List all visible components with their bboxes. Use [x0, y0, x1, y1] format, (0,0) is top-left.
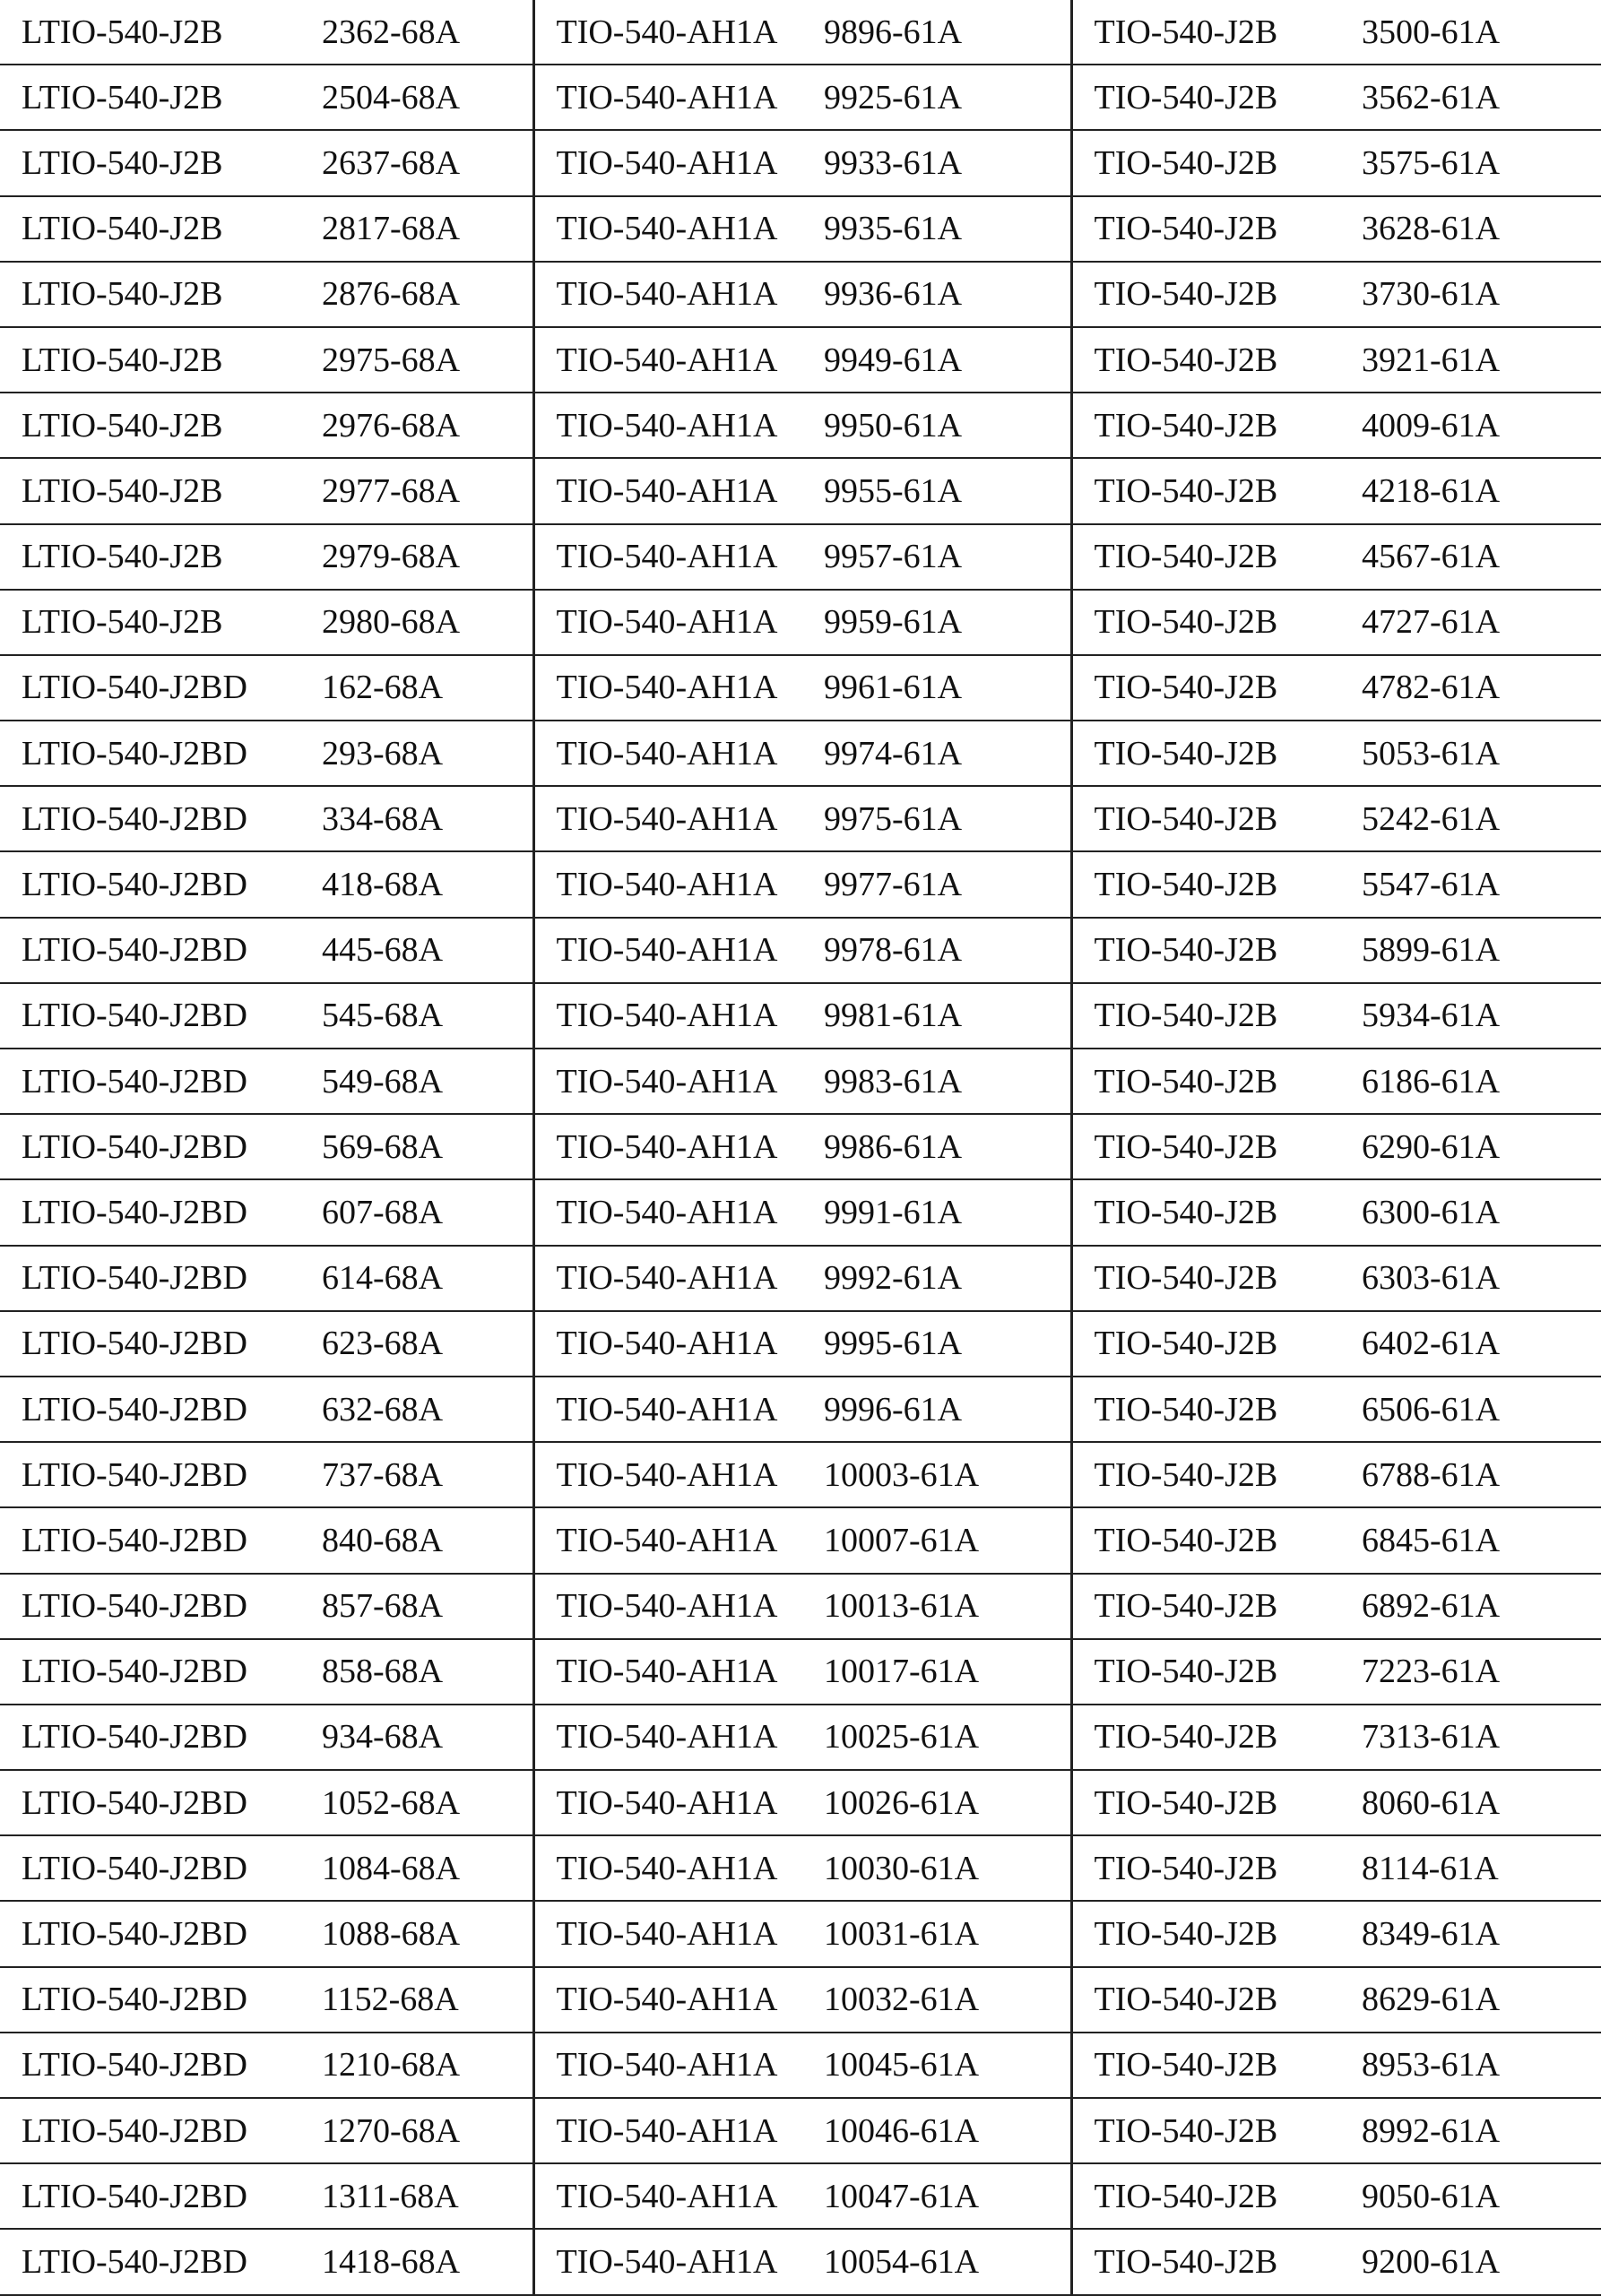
table-row — [0, 1835, 1601, 1901]
serial-number-cell: 10017-61A — [824, 1653, 980, 1691]
table-row — [0, 2163, 1601, 2229]
serial-number-cell: 4218-61A — [1362, 471, 1501, 510]
serial-number-cell: 8953-61A — [1362, 2046, 1501, 2085]
serial-number-cell: 8992-61A — [1362, 2111, 1501, 2150]
engine-model-cell: LTIO-540-J2BD — [22, 669, 247, 707]
engine-model-cell: TIO-540-AH1A — [533, 1770, 820, 1835]
serial-number-cell: 1210-68A — [322, 2046, 461, 2085]
serial-number-cell: 9925-61A — [824, 78, 963, 117]
table-row — [0, 262, 1601, 327]
table-row — [0, 1705, 1601, 1770]
engine-model-cell: TIO-540-J2B — [1071, 1114, 1358, 1179]
serial-number-cell: 9957-61A — [824, 538, 963, 576]
table-row — [0, 1246, 1601, 1311]
serial-number-cell: 5242-61A — [1362, 799, 1501, 838]
engine-model-cell: LTIO-540-J2BD — [22, 1653, 247, 1691]
serial-number-cell: 3921-61A — [1362, 341, 1501, 379]
engine-model-cell: TIO-540-J2B — [1071, 786, 1358, 851]
serial-number-cell: 5053-61A — [1362, 734, 1501, 773]
engine-model-cell: TIO-540-J2B — [1071, 262, 1358, 327]
serial-number-cell: 2976-68A — [322, 406, 461, 445]
table-row — [0, 2229, 1601, 2294]
serial-number-cell: 632-68A — [322, 1390, 444, 1429]
serial-number-cell: 9896-61A — [824, 13, 963, 51]
engine-model-cell: LTIO-540-J2B — [22, 143, 223, 182]
engine-model-cell: LTIO-540-J2B — [22, 210, 223, 248]
table-row — [0, 1311, 1601, 1377]
table-row — [0, 2098, 1601, 2163]
table-row — [0, 1967, 1601, 2033]
engine-model-cell: LTIO-540-J2B — [22, 78, 223, 117]
serial-number-cell: 8060-61A — [1362, 1783, 1501, 1822]
engine-model-cell: TIO-540-J2B — [1071, 393, 1358, 458]
engine-model-cell: TIO-540-J2B — [1071, 1639, 1358, 1705]
serial-number-cell: 8114-61A — [1362, 1849, 1499, 1887]
serial-number-cell: 10032-61A — [824, 1981, 980, 2019]
serial-number-cell: 9950-61A — [824, 406, 963, 445]
engine-model-cell: TIO-540-J2B — [1071, 2163, 1358, 2229]
engine-model-cell: LTIO-540-J2BD — [22, 1259, 247, 1298]
table-row — [0, 65, 1601, 130]
engine-model-cell: TIO-540-AH1A — [533, 1835, 820, 1901]
serial-number-cell: 9949-61A — [824, 341, 963, 379]
serial-number-cell: 1311-68A — [322, 2177, 459, 2215]
engine-model-cell: TIO-540-AH1A — [533, 196, 820, 262]
engine-model-cell: TIO-540-AH1A — [533, 262, 820, 327]
table-row — [0, 1770, 1601, 1835]
engine-model-cell: LTIO-540-J2BD — [22, 1981, 247, 2019]
table-row — [0, 918, 1601, 983]
engine-model-cell: TIO-540-J2B — [1071, 983, 1358, 1049]
engine-model-cell: TIO-540-AH1A — [533, 458, 820, 523]
table-row — [0, 196, 1601, 262]
serial-number-cell: 10007-61A — [824, 1521, 980, 1559]
serial-number-cell: 2362-68A — [322, 13, 461, 51]
engine-model-cell: LTIO-540-J2BD — [22, 1390, 247, 1429]
serial-number-cell: 9992-61A — [824, 1259, 963, 1298]
table-row — [0, 1114, 1601, 1179]
serial-number-cell: 7313-61A — [1362, 1718, 1501, 1757]
serial-number-cell: 857-68A — [322, 1587, 444, 1626]
engine-model-cell: TIO-540-J2B — [1071, 1246, 1358, 1311]
serial-number-cell: 2980-68A — [322, 603, 461, 642]
table-row — [0, 1179, 1601, 1245]
serial-number-cell: 9977-61A — [824, 866, 963, 904]
table-row — [0, 524, 1601, 590]
serial-number-cell: 9983-61A — [824, 1062, 963, 1101]
engine-model-cell: TIO-540-AH1A — [533, 1507, 820, 1573]
serial-number-cell: 2504-68A — [322, 78, 461, 117]
serial-number-cell: 334-68A — [322, 799, 444, 838]
engine-model-cell: LTIO-540-J2BD — [22, 1521, 247, 1559]
engine-model-cell: LTIO-540-J2BD — [22, 1587, 247, 1626]
engine-model-cell: LTIO-540-J2BD — [22, 1127, 247, 1166]
engine-model-cell: TIO-540-AH1A — [533, 1377, 820, 1442]
table-row — [0, 393, 1601, 458]
serial-number-cell: 840-68A — [322, 1521, 444, 1559]
engine-model-cell: LTIO-540-J2BD — [22, 1718, 247, 1757]
engine-model-cell: TIO-540-J2B — [1071, 1442, 1358, 1507]
serial-number-cell: 6402-61A — [1362, 1325, 1501, 1363]
engine-model-cell: TIO-540-AH1A — [533, 721, 820, 786]
serial-number-cell: 545-68A — [322, 997, 444, 1035]
serial-number-cell: 9961-61A — [824, 669, 963, 707]
engine-model-cell: TIO-540-AH1A — [533, 1049, 820, 1114]
engine-model-cell: LTIO-540-J2BD — [22, 866, 247, 904]
serial-number-cell: 3562-61A — [1362, 78, 1501, 117]
engine-model-cell: LTIO-540-J2BD — [22, 1062, 247, 1101]
engine-model-cell: TIO-540-AH1A — [533, 983, 820, 1049]
serial-number-cell: 2817-68A — [322, 210, 461, 248]
table-row — [0, 0, 1601, 65]
engine-model-cell: TIO-540-AH1A — [533, 1442, 820, 1507]
engine-model-cell: LTIO-540-J2B — [22, 275, 223, 314]
engine-model-cell: TIO-540-AH1A — [533, 1574, 820, 1639]
engine-model-cell: TIO-540-AH1A — [533, 1246, 820, 1311]
serial-number-cell: 623-68A — [322, 1325, 444, 1363]
engine-model-cell: TIO-540-AH1A — [533, 65, 820, 130]
serial-number-cell: 9986-61A — [824, 1127, 963, 1166]
serial-number-cell: 4567-61A — [1362, 538, 1501, 576]
engine-model-cell: TIO-540-J2B — [1071, 458, 1358, 523]
table-row — [0, 1442, 1601, 1507]
engine-model-cell: TIO-540-J2B — [1071, 0, 1358, 65]
engine-model-cell: TIO-540-AH1A — [533, 2163, 820, 2229]
engine-model-cell: TIO-540-AH1A — [533, 130, 820, 195]
serial-number-cell: 1270-68A — [322, 2111, 461, 2150]
serial-number-cell: 9996-61A — [824, 1390, 963, 1429]
serial-number-cell: 10030-61A — [824, 1849, 980, 1887]
serial-number-cell: 3628-61A — [1362, 210, 1501, 248]
engine-model-cell: LTIO-540-J2B — [22, 341, 223, 379]
table-row — [0, 1901, 1601, 1966]
serial-number-cell: 2979-68A — [322, 538, 461, 576]
serial-number-cell: 9978-61A — [824, 931, 963, 970]
engine-model-cell: TIO-540-AH1A — [533, 393, 820, 458]
engine-model-cell: TIO-540-AH1A — [533, 2033, 820, 2098]
serial-number-cell: 4009-61A — [1362, 406, 1501, 445]
serial-number-cell: 10003-61A — [824, 1455, 980, 1494]
engine-model-cell: LTIO-540-J2BD — [22, 1455, 247, 1494]
serial-number-cell: 3730-61A — [1362, 275, 1501, 314]
engine-model-cell: TIO-540-J2B — [1071, 1770, 1358, 1835]
serial-number-cell: 10031-61A — [824, 1915, 980, 1954]
engine-model-cell: TIO-540-J2B — [1071, 1835, 1358, 1901]
engine-model-cell: LTIO-540-J2B — [22, 538, 223, 576]
engine-model-cell: TIO-540-J2B — [1071, 721, 1358, 786]
engine-model-cell: LTIO-540-J2BD — [22, 1325, 247, 1363]
engine-model-cell: LTIO-540-J2BD — [22, 1193, 247, 1231]
serial-number-cell: 6892-61A — [1362, 1587, 1501, 1626]
engine-model-cell: TIO-540-AH1A — [533, 524, 820, 590]
serial-number-cell: 737-68A — [322, 1455, 444, 1494]
serial-number-cell: 2977-68A — [322, 471, 461, 510]
serial-number-cell: 607-68A — [322, 1193, 444, 1231]
serial-number-cell: 1052-68A — [322, 1783, 461, 1822]
engine-model-cell: TIO-540-AH1A — [533, 1311, 820, 1377]
engine-model-cell: TIO-540-J2B — [1071, 2229, 1358, 2294]
engine-model-cell: LTIO-540-J2B — [22, 406, 223, 445]
serial-number-cell: 9991-61A — [824, 1193, 963, 1231]
serial-number-cell: 6303-61A — [1362, 1259, 1501, 1298]
engine-model-cell: TIO-540-J2B — [1071, 655, 1358, 721]
serial-number-cell: 2637-68A — [322, 143, 461, 182]
engine-model-cell: TIO-540-J2B — [1071, 1507, 1358, 1573]
engine-model-cell: TIO-540-J2B — [1071, 1967, 1358, 2033]
engine-model-cell: LTIO-540-J2BD — [22, 2111, 247, 2150]
serial-number-cell: 10045-61A — [824, 2046, 980, 2085]
table-row — [0, 983, 1601, 1049]
serial-number-cell: 6290-61A — [1362, 1127, 1501, 1166]
engine-model-cell: TIO-540-AH1A — [533, 327, 820, 393]
serial-number-cell: 293-68A — [322, 734, 444, 773]
table-row — [0, 1507, 1601, 1573]
engine-model-cell: TIO-540-AH1A — [533, 1179, 820, 1245]
engine-model-cell: TIO-540-J2B — [1071, 1179, 1358, 1245]
table-row — [0, 2033, 1601, 2098]
table-row — [0, 1049, 1601, 1114]
serial-number-cell: 162-68A — [322, 669, 444, 707]
table-row — [0, 721, 1601, 786]
serial-number-cell: 10046-61A — [824, 2111, 980, 2150]
engine-model-cell: TIO-540-J2B — [1071, 1311, 1358, 1377]
serial-number-cell: 934-68A — [322, 1718, 444, 1757]
engine-model-cell: TIO-540-J2B — [1071, 524, 1358, 590]
engine-model-cell: TIO-540-AH1A — [533, 1901, 820, 1966]
serial-number-cell: 1152-68A — [322, 1981, 459, 2019]
engine-model-cell: TIO-540-J2B — [1071, 1901, 1358, 1966]
serial-number-cell: 445-68A — [322, 931, 444, 970]
engine-model-cell: LTIO-540-J2B — [22, 603, 223, 642]
serial-number-cell: 9981-61A — [824, 997, 963, 1035]
engine-model-cell: TIO-540-J2B — [1071, 1574, 1358, 1639]
engine-model-cell: TIO-540-AH1A — [533, 918, 820, 983]
serial-number-cell: 8349-61A — [1362, 1915, 1501, 1954]
serial-number-cell: 9975-61A — [824, 799, 963, 838]
serial-number-cell: 9959-61A — [824, 603, 963, 642]
engine-model-cell: TIO-540-J2B — [1071, 1049, 1358, 1114]
serial-number-cell: 5934-61A — [1362, 997, 1501, 1035]
serial-number-cell: 9935-61A — [824, 210, 963, 248]
table-row — [0, 1377, 1601, 1442]
engine-model-cell: TIO-540-J2B — [1071, 590, 1358, 655]
table-row — [0, 327, 1601, 393]
engine-model-cell: LTIO-540-J2BD — [22, 734, 247, 773]
engine-model-cell: TIO-540-J2B — [1071, 851, 1358, 917]
engine-model-cell: LTIO-540-J2BD — [22, 2242, 247, 2281]
engine-model-cell: LTIO-540-J2BD — [22, 931, 247, 970]
engine-model-cell: TIO-540-AH1A — [533, 2098, 820, 2163]
serial-number-cell: 569-68A — [322, 1127, 444, 1166]
engine-model-cell: TIO-540-J2B — [1071, 196, 1358, 262]
serial-number-cell: 10013-61A — [824, 1587, 980, 1626]
serial-number-cell: 9936-61A — [824, 275, 963, 314]
engine-model-cell: TIO-540-J2B — [1071, 130, 1358, 195]
engine-model-cell: TIO-540-J2B — [1071, 918, 1358, 983]
serial-number-cell: 7223-61A — [1362, 1653, 1501, 1691]
serial-number-cell: 4727-61A — [1362, 603, 1501, 642]
engine-model-cell: TIO-540-AH1A — [533, 1639, 820, 1705]
serial-number-cell: 2975-68A — [322, 341, 461, 379]
serial-number-cell: 9933-61A — [824, 143, 963, 182]
serial-number-cell: 6506-61A — [1362, 1390, 1501, 1429]
engine-model-cell: TIO-540-AH1A — [533, 655, 820, 721]
engine-model-cell: TIO-540-AH1A — [533, 1967, 820, 2033]
serial-number-cell: 5899-61A — [1362, 931, 1501, 970]
serial-number-cell: 5547-61A — [1362, 866, 1501, 904]
engine-model-cell: TIO-540-AH1A — [533, 786, 820, 851]
serial-number-cell: 9974-61A — [824, 734, 963, 773]
engine-model-cell: TIO-540-J2B — [1071, 65, 1358, 130]
serial-number-cell: 10047-61A — [824, 2177, 980, 2215]
serial-number-cell: 1418-68A — [322, 2242, 461, 2281]
serial-number-cell: 614-68A — [322, 1259, 444, 1298]
serial-number-cell: 858-68A — [322, 1653, 444, 1691]
table-row — [0, 130, 1601, 195]
serial-number-cell: 10026-61A — [824, 1783, 980, 1822]
serial-number-cell: 9050-61A — [1362, 2177, 1501, 2215]
engine-model-cell: LTIO-540-J2BD — [22, 997, 247, 1035]
serial-number-cell: 4782-61A — [1362, 669, 1501, 707]
engine-model-cell: LTIO-540-J2B — [22, 13, 223, 51]
table-row — [0, 1639, 1601, 1705]
serial-number-cell: 549-68A — [322, 1062, 444, 1101]
engine-model-cell: TIO-540-J2B — [1071, 327, 1358, 393]
serial-number-cell: 6300-61A — [1362, 1193, 1501, 1231]
engine-model-cell: TIO-540-J2B — [1071, 1377, 1358, 1442]
serial-number-cell: 1084-68A — [322, 1849, 461, 1887]
table-row — [0, 786, 1601, 851]
table-row — [0, 590, 1601, 655]
engine-model-cell: LTIO-540-J2BD — [22, 799, 247, 838]
serial-number-cell: 2876-68A — [322, 275, 461, 314]
serial-number-cell: 9200-61A — [1362, 2242, 1501, 2281]
engine-model-cell: TIO-540-AH1A — [533, 2229, 820, 2294]
serial-number-cell: 6788-61A — [1362, 1455, 1501, 1494]
serial-number-cell: 418-68A — [322, 866, 444, 904]
serial-number-cell: 8629-61A — [1362, 1981, 1501, 2019]
engine-model-cell: TIO-540-AH1A — [533, 1114, 820, 1179]
serial-number-cell: 10054-61A — [824, 2242, 980, 2281]
serial-number-cell: 6845-61A — [1362, 1521, 1501, 1559]
engine-model-cell: TIO-540-J2B — [1071, 2033, 1358, 2098]
engine-model-cell: LTIO-540-J2BD — [22, 2046, 247, 2085]
table-row — [0, 458, 1601, 523]
table-row — [0, 655, 1601, 721]
serial-number-cell: 10025-61A — [824, 1718, 980, 1757]
engine-model-cell: LTIO-540-J2BD — [22, 2177, 247, 2215]
engine-model-cell: TIO-540-AH1A — [533, 1705, 820, 1770]
engine-model-cell: LTIO-540-J2BD — [22, 1915, 247, 1954]
serial-number-cell: 6186-61A — [1362, 1062, 1501, 1101]
engine-model-cell: LTIO-540-J2BD — [22, 1849, 247, 1887]
table-row — [0, 1574, 1601, 1639]
engine-model-cell: TIO-540-J2B — [1071, 2098, 1358, 2163]
engine-model-cell: TIO-540-AH1A — [533, 590, 820, 655]
engine-model-cell: TIO-540-AH1A — [533, 851, 820, 917]
engine-model-cell: TIO-540-J2B — [1071, 1705, 1358, 1770]
engine-model-cell: TIO-540-AH1A — [533, 0, 820, 65]
serial-number-cell: 9955-61A — [824, 471, 963, 510]
serial-number-cell: 3575-61A — [1362, 143, 1501, 182]
engine-model-cell: LTIO-540-J2BD — [22, 1783, 247, 1822]
serial-number-cell: 3500-61A — [1362, 13, 1501, 51]
engine-model-cell: LTIO-540-J2B — [22, 471, 223, 510]
table-row — [0, 851, 1601, 917]
serial-number-cell: 1088-68A — [322, 1915, 461, 1954]
serial-number-cell: 9995-61A — [824, 1325, 963, 1363]
